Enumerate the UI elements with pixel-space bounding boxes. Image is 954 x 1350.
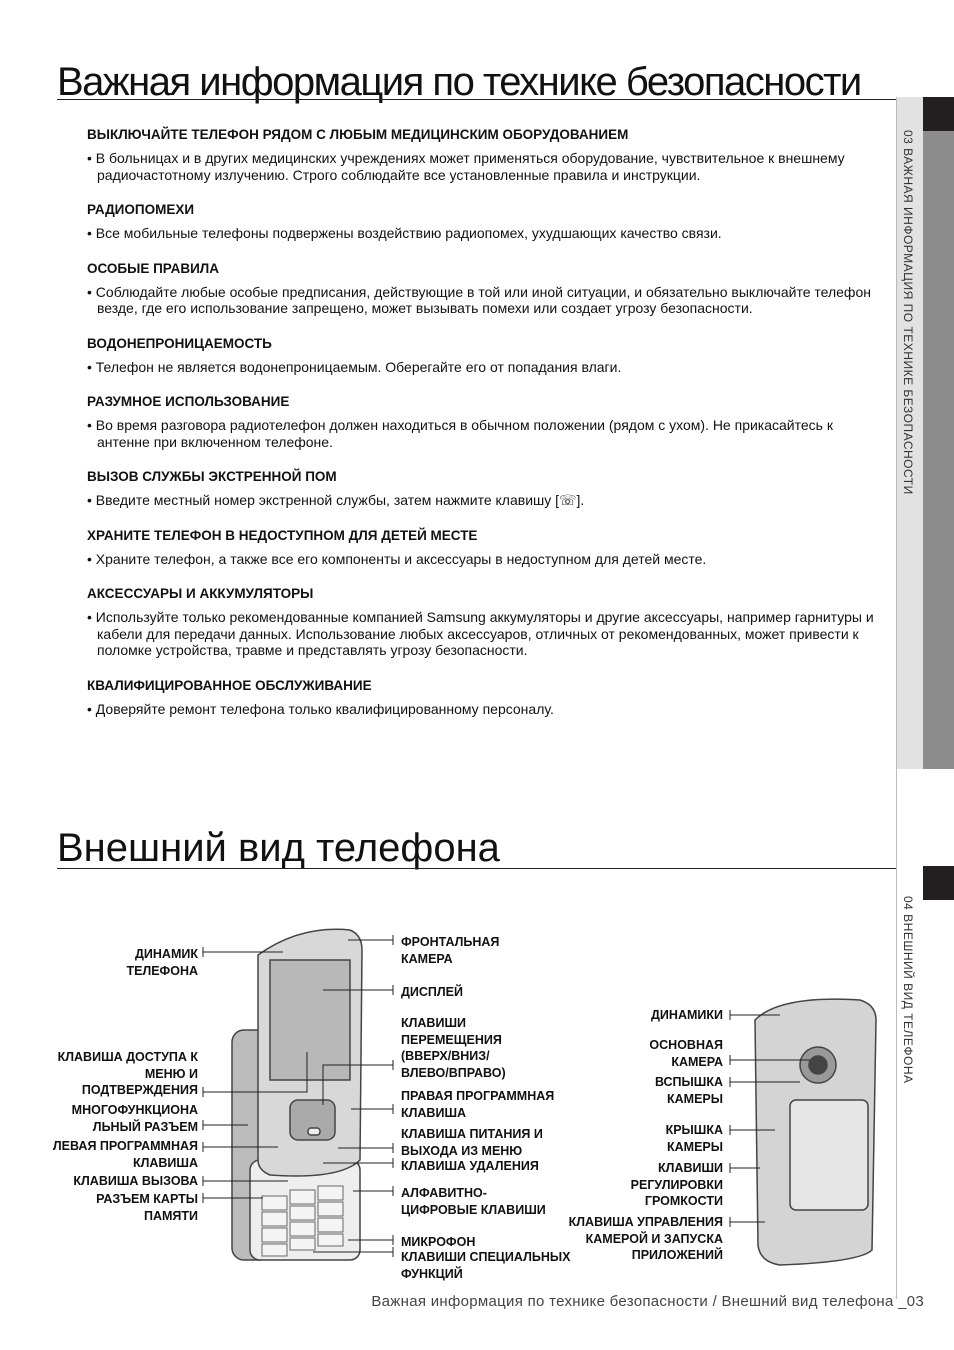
label-speakers: ДИНАМИКИ bbox=[651, 1008, 723, 1022]
label-memory-card: РАЗЪЕМ КАРТЫ ПАМЯТИ bbox=[96, 1192, 198, 1223]
section-heading: РАЗУМНОЕ ИСПОЛЬЗОВАНИЕ bbox=[87, 394, 290, 409]
label-left-soft-key: ЛЕВАЯ ПРОГРАММНАЯ КЛАВИША bbox=[52, 1139, 198, 1170]
page-footer: Важная информация по технике безопасности / Внешний вид телефона _03 bbox=[371, 1293, 924, 1310]
sidebar-chapter-03: 03 ВАЖНАЯ ИНФОРМАЦИЯ ПО ТЕХНИКЕ БЕЗОПАСНОСТИ bbox=[901, 130, 915, 495]
section-body: • Доверяйте ремонт телефона только квалифицированному персоналу. bbox=[87, 700, 554, 717]
label-call-key: КЛАВИША ВЫЗОВА bbox=[73, 1174, 198, 1188]
label-volume-keys: КЛАВИШИ РЕГУЛИРОВКИ ГРОМКОСТИ bbox=[630, 1161, 723, 1208]
label-alphanumeric-keys: АЛФАВИТНО- ЦИФРОВЫЕ КЛАВИШИ bbox=[401, 1186, 546, 1217]
section-body: • Храните телефон, а также все его компоненты и аксессуары в недоступном для детей месте. bbox=[87, 550, 707, 567]
section-body: • Во время разговора радиотелефон должен находиться в обычном положении (рядом с ухом). Не прикасайтесь к антенне при включенном телефоне. bbox=[87, 417, 833, 450]
label-nav-keys: КЛАВИШИ ПЕРЕМЕЩЕНИЯ (ВВЕРХ/ВНИЗ/ ВЛЕВО/ВПРАВО) bbox=[401, 1016, 506, 1080]
back-phone-illustration bbox=[755, 999, 876, 1265]
section-body: • Введите местный номер экстренной службы, затем нажмите клавишу [☏]. bbox=[87, 492, 585, 508]
label-flash: ВСПЫШКА КАМЕРЫ bbox=[654, 1075, 723, 1106]
section-body: • Все мобильные телефоны подвержены воздействию радиопомех, ухудшающих качество связи. bbox=[87, 225, 722, 241]
label-display: ДИСПЛЕЙ bbox=[401, 985, 463, 999]
section-heading: АКСЕССУАРЫ И АККУМУЛЯТОРЫ bbox=[87, 586, 314, 601]
section-heading: ХРАНИТЕ ТЕЛЕФОН В НЕДОСТУПНОМ ДЛЯ ДЕТЕЙ МЕСТЕ bbox=[87, 527, 478, 543]
page-title-appearance: Внешний вид телефона bbox=[57, 826, 500, 870]
label-camera-key: КЛАВИША УПРАВЛЕНИЯ КАМЕРОЙ И ЗАПУСКА ПРИЛОЖЕНИЙ bbox=[568, 1215, 723, 1262]
label-microphone: МИКРОФОН bbox=[401, 1235, 476, 1249]
label-power-key: КЛАВИША ПИТАНИЯ И ВЫХОДА ИЗ МЕНЮ bbox=[401, 1127, 543, 1158]
section-body: • Телефон не является водонепроницаемым. Оберегайте его от попадания влаги. bbox=[87, 358, 622, 375]
section-body: • Соблюдайте любые особые предписания, действующие в той или иной ситуации, и обязательно выключайте телефон везде, где его использование запрещено, может вызывать помехи или создает угрозу безопасности. bbox=[87, 283, 871, 316]
page-title-safety: Важная информация по технике безопасности bbox=[57, 60, 861, 104]
label-speaker: ДИНАМИК ТЕЛЕФОНА bbox=[126, 947, 198, 978]
label-right-soft-key: ПРАВАЯ ПРОГРАММНАЯ КЛАВИША bbox=[401, 1089, 555, 1120]
section-heading: ВОДОНЕПРОНИЦАЕМОСТЬ bbox=[87, 335, 272, 351]
section-heading: КВАЛИФИЦИРОВАННОЕ ОБСЛУЖИВАНИЕ bbox=[87, 677, 372, 693]
section-heading: ОСОБЫЕ ПРАВИЛА bbox=[87, 260, 220, 276]
label-camera-cover: КРЫШКА КАМЕРЫ bbox=[665, 1123, 723, 1154]
sidebar-chapter-04: 04 ВНЕШНИЙ ВИД ТЕЛЕФОНА bbox=[901, 896, 915, 1084]
section-heading: РАДИОПОМЕХИ bbox=[87, 202, 195, 217]
section-body: • Используйте только рекомендованные компанией Samsung аккумуляторы и другие аксессуары, например гарнитуры и кабели для передачи данных. Использование любых аксессуаров, отличных от рекомендованных, может привести к поломке устройства, травме и представлять угрозу безопасности. bbox=[87, 609, 874, 658]
label-multi-connector: МНОГОФУНКЦИОНА ЛЬНЫЙ РАЗЪЕМ bbox=[71, 1103, 198, 1134]
section-heading: ВЫЗОВ СЛУЖБЫ ЭКСТРЕННОЙ ПОМ bbox=[87, 469, 337, 484]
label-menu-key: КЛАВИША ДОСТУПА К МЕНЮ И ПОДТВЕРЖДЕНИЯ bbox=[57, 1050, 198, 1097]
front-phone-illustration bbox=[232, 929, 362, 1260]
section-body: • В больницах и в других медицинских учреждениях может применяться оборудование, чувствительное к внешнему радиочастотному излучению. Строго соблюдайте все установленные правила и инструкции. bbox=[87, 150, 845, 183]
label-main-camera: ОСНОВНАЯ КАМЕРА bbox=[649, 1038, 723, 1069]
label-special-keys: КЛАВИШИ СПЕЦИАЛЬНЫХ ФУНКЦИЙ bbox=[401, 1250, 571, 1281]
label-clear-key: КЛАВИША УДАЛЕНИЯ bbox=[401, 1159, 539, 1173]
section-heading: ВЫКЛЮЧАЙТЕ ТЕЛЕФОН РЯДОМ С ЛЮБЫМ МЕДИЦИНСКИМ ОБОРУДОВАНИЕМ bbox=[87, 127, 629, 142]
label-front-camera: ФРОНТАЛЬНАЯ КАМЕРА bbox=[401, 935, 500, 966]
